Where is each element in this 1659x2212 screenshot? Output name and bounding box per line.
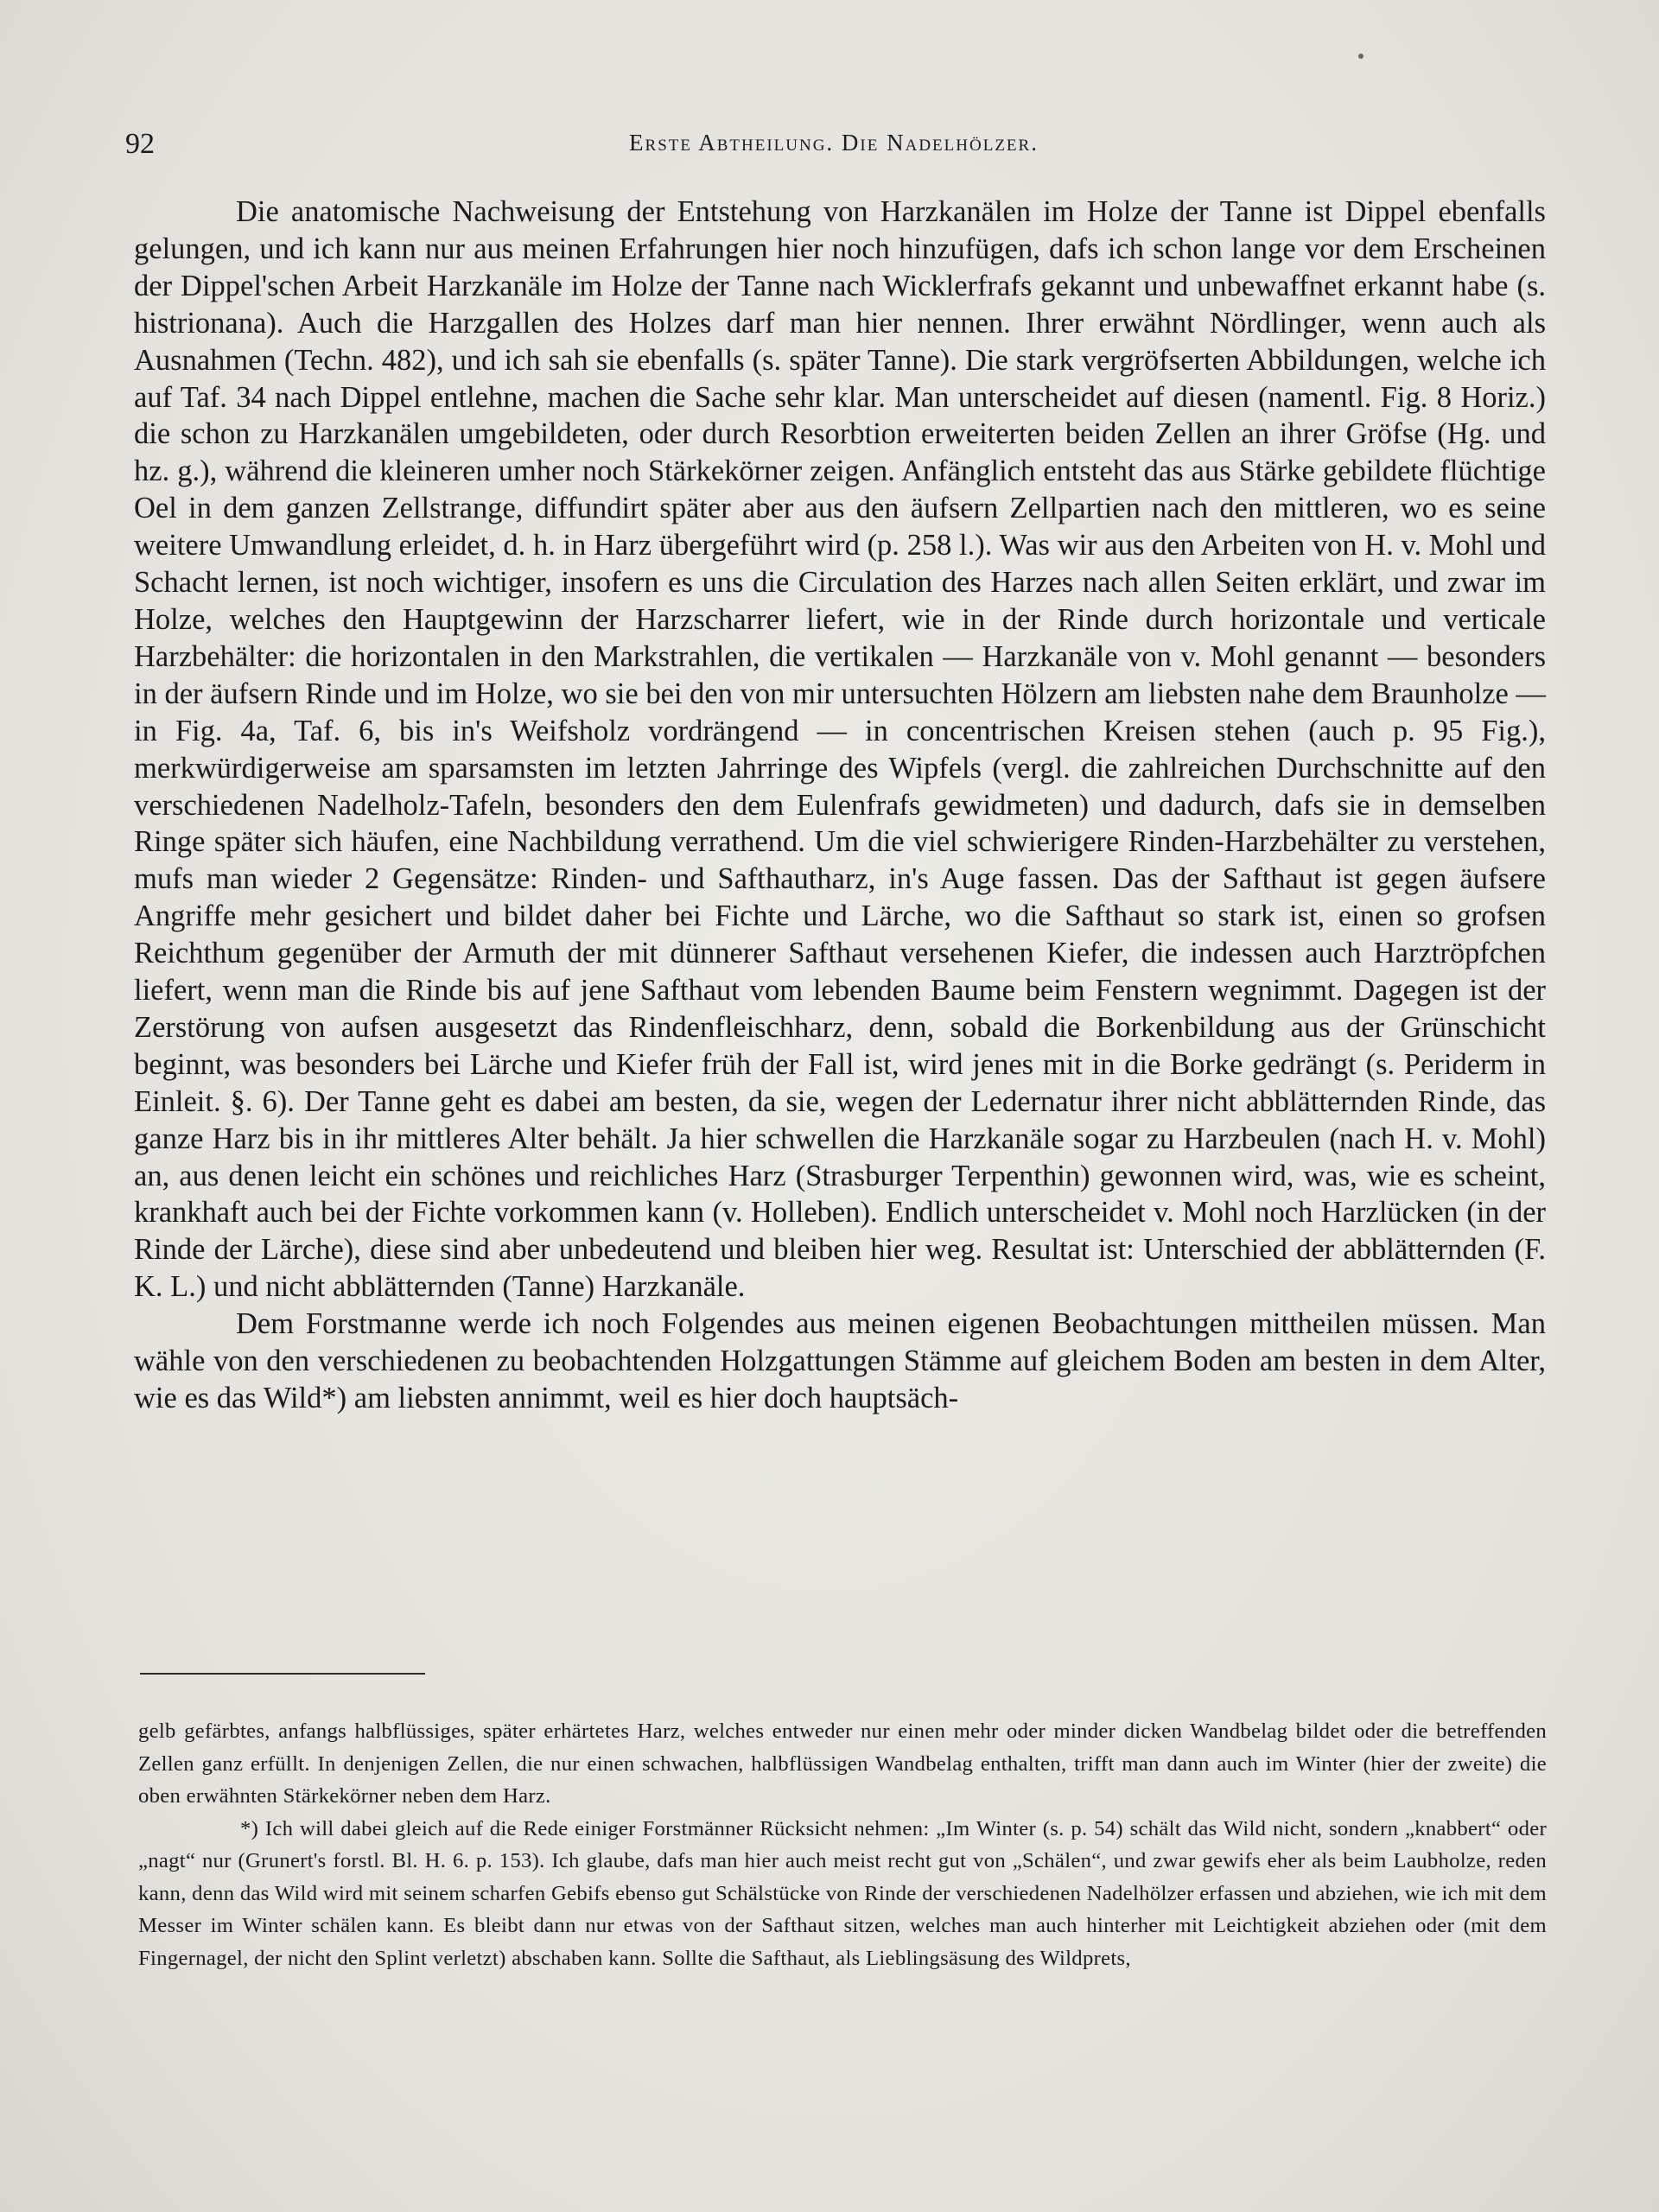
running-head: Erste Abtheilung. Die Nadelhölzer. (629, 130, 1039, 156)
ink-speck (1358, 54, 1363, 59)
page-header (125, 128, 1542, 171)
footnote-rule (140, 1673, 425, 1675)
paragraph: Dem Forstmanne werde ich noch Folgendes aus meinen eigenen Beobachtungen mittheilen müssen. Man wähle von den verschiedenen zu beobachtenden Holzgattungen Stämme auf gleichem Boden am besten in dem Alter, wie es das Wild*) am liebsten annimmt, weil es hier doch hauptsäch- (134, 1307, 1546, 1414)
paragraph: Die anatomische Nachweisung der Entstehung von Harzkanälen im Holze der Tanne ist Dippel ebenfalls gelungen, und ich kann nur aus meinen Erfahrungen hier noch hinzufügen, dafs ich schon lange vor dem Erscheinen der Dippel'schen Arbeit Harzkanäle im Holze der Tanne nach Wicklerfrafs gekannt und unbewaffnet erkannt habe (s. histrionana). Auch die Harzgallen des Holzes darf man hier nennen. Ihrer erwähnt Nördlinger, wenn auch als Ausnahmen (Techn. 482), und ich sah sie ebenfalls (s. später Tanne). Die stark vergröfserten Abbildungen, welche ich auf Taf. 34 nach Dippel entlehne, machen die Sache sehr klar. Man unterscheidet auf diesen (namentl. Fig. 8 Horiz.) die schon zu Harzkanälen umgebildeten, oder durch Resorbtion erweiterten beiden Zellen an ihrer Gröfse (Hg. und hz. g.), während die kleineren umher noch Stärkekörner zeigen. Anfänglich entsteht das aus Stärke gebildete flüchtige Oel in dem ganzen Zellstrange, diffundirt später aber aus den äufsern Zellpartien nach den mittleren, wo es seine weitere Umwandlung erleidet, d. h. in Harz übergeführt wird (p. 258 l.). Was wir aus den Arbeiten von H. v. Mohl und Schacht lernen, ist noch wichtiger, insofern es uns die Circulation des Harzes nach allen Seiten erklärt, und zwar im Holze, welches den Hauptgewinn der Harzscharrer liefert, wie in der Rinde durch horizontale und verticale Harzbehälter: die horizontalen in den Markstrahlen, die vertikalen — Harzkanäle von v. Mohl genannt — besonders in der äufsern Rinde und im Holze, wo sie bei den von mir untersuchten Hölzern am liebsten nahe dem Braunholze — in Fig. 4a, Taf. 6, bis in's Weifsholz vordrängend — in concentrischen Kreisen stehen (auch p. 95 Fig.), merkwürdigerweise am sparsamsten im letzten Jahrringe des Wipfels (vergl. die zahlreichen Durchschnitte auf den verschiedenen Nadelholz-Tafeln, besonders den dem Eulenfrafs gewidmeten) und dadurch, dafs sie in demselben Ringe später sich häufen, eine Nachbildung verrathend. Um die viel schwierigere Rinden-Harzbehälter zu verstehen, mufs man wieder 2 Gegensätze: Rinden- und Safthautharz, in's Auge fassen. Das der Safthaut ist gegen äufsere Angriffe mehr gesichert und bildet daher bei Fichte und Lärche, wo die Safthaut so stark ist, einen so grofsen Reichthum gegenüber der Armuth der mit dünnerer Safthaut versehenen Kiefer, die indessen auch Harztröpfchen liefert, wenn man die Rinde bis auf jene Safthaut vom lebenden Baume beim Fenstern wegnimmt. Dagegen ist der Zerstörung von aufsen ausgesetzt das Rindenfleischharz, denn, sobald die Borkenbildung aus der Grünschicht beginnt, was besonders bei Lärche und Kiefer früh der Fall ist, wird jenes mit in die Borke gedrängt (s. Periderm in Einleit. §. 6). Der Tanne geht es dabei am besten, da sie, wegen der Ledernatur ihrer nicht abblätternden Rinde, das ganze Harz bis in ihr mittleres Alter behält. Ja hier schwellen die Harzkanäle sogar zu Harzbeulen (nach H. v. Mohl) an, aus denen leicht ein schönes und reichliches Harz (Strasburger Terpenthin) gewonnen wird, was, wie es scheint, krankhaft auch bei der Fichte vorkommen kann (v. Holleben). Endlich unterscheidet v. Mohl noch Harzlücken (in der Rinde der Lärche), diese sind aber unbedeutend und bleiben hier weg. Resultat ist: Unterschied der abblätternden (F. K. L.) und nicht abblätternden (Tanne) Harzkanäle. (134, 195, 1546, 1304)
footnote-star: *) Ich will dabei gleich auf die Rede einiger Forstmänner Rücksicht nehmen: „Im Winter (s. p. 54) schält das Wild nicht, sondern „knabbert“ oder „nagt“ nur (Grunert's forstl. Bl. H. 6. p. 153). Ich glaube, dafs man hier auch meist recht gut von „Schälen“, und zwar gewifs eher als beim Laubholze, reden kann, denn das Wild wird mit seinem scharfen Gebifs ebenso gut Schälstücke von Rinde der verschiedenen Nadelhölzer erfassen und abziehen, wie ich mit dem Messer im Winter schälen kann. Es bleibt dann nur etwas von der Safthaut sitzen, welches man auch hinterher mit Leichtigkeit abziehen oder (mit dem Fingernagel, der nicht den Splint verletzt) abschaben kann. Sollte die Safthaut, als Lieblingsäsung des Wildprets, (138, 1816, 1547, 1970)
page-number: 92 (125, 128, 155, 160)
footnote-continuation: gelb gefärbtes, anfangs halbflüssiges, später erhärtetes Harz, welches entweder nur einen mehr oder minder dicken Wandbelag bildet oder die betreffenden Zellen ganz erfüllt. In denjenigen Zellen, die nur einen schwachen, halbflüssigen Wandbelag enthalten, trifft man dann auch im Winter (hier der zweite) die oben erwähnten Stärkekörner neben dem Harz. (138, 1719, 1547, 1808)
main-text (134, 194, 1546, 1417)
footnotes (138, 1715, 1547, 1974)
